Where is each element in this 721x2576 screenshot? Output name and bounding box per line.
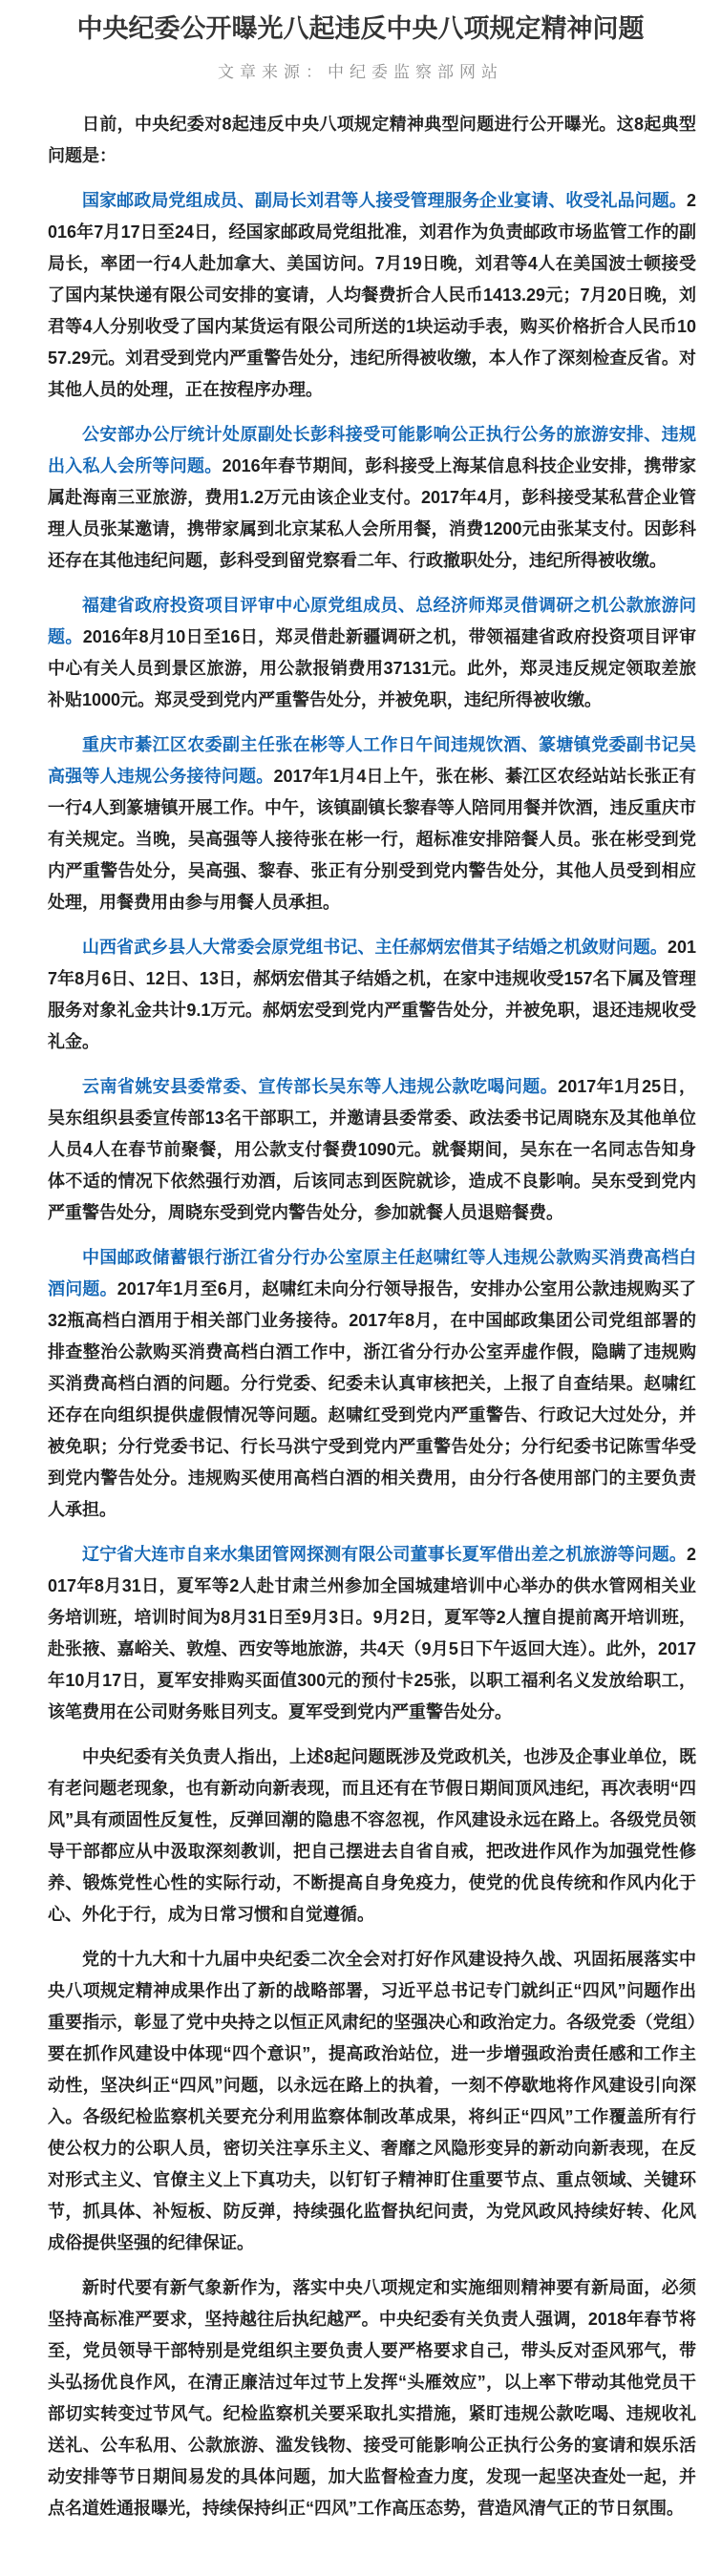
case-headline: 公安部办公厅统计处原副处长彭科接受可能影响公正执行公务的旅游安排、违规出入私人会所等问题。 — [48, 425, 696, 475]
case-headline: 中国邮政储蓄银行浙江省分行办公室原主任赵啸红等人违规公款购买消费高档白酒问题。 — [48, 1248, 696, 1299]
case-paragraph — [48, 1539, 696, 1728]
case-paragraph — [48, 1242, 696, 1526]
case-body: 2017年1月4日上午，张在彬、綦江区农经站站长张正有一行4人到篆塘镇开展工作。中午，该镇副镇长黎春等人陪同用餐并饮酒，违反重庆市有关规定。当晚，吴高强等人接待张在彬一行，超标准安排陪餐人员。张在彬受到党内严重警告处分，吴高强、黎春、张正有分别受到党内警告处分，其他人员受到相应处理，用餐费用由参与用餐人员承担。 — [48, 767, 697, 912]
case-body: 2017年8月31日，夏军等2人赴甘肃兰州参加全国城建培训中心举办的供水管网相关业务培训班，培训时间为8月31日至9月3日。9月2日，夏军等2人擅自提前离开培训班，赴张掖、嘉峪关、敦煌、西安等地旅游，共4天（9月5日下午返回大连）。此外，2017年10月17日，夏军安排购买面值300元的预付卡25张，以职工福利名义发放给职工，该笔费用在公司财务账目列支。夏军受到党内严重警告处分。 — [48, 1545, 696, 1721]
case-paragraph — [48, 185, 696, 406]
closing-paragraph: 新时代要有新气象新作为，落实中央八项规定和实施细则精神要有新局面，必须坚持高标准严要求，坚持越往后执纪越严。中央纪委有关负责人强调，2018年春节将至，党员领导干部特别是党组织主要负责人要严格要求自己，带头反对歪风邪气，带头弘扬优良作风，在清正廉洁过年过节上发挥“头雁效应”，以上率下带动其他党员干部切实转变过节风气。纪检监察机关要采取扎实措施，紧盯违规公款吃喝、违规收礼送礼、公车私用、公款旅游、滥发钱物、接受可能影响公正执行公务的宴请和娱乐活动安排等节日期间易发的具体问题，加大监督检查力度，发现一起坚决查处一起，并点名道姓通报曝光，持续保持纠正“四风”工作高压态势，营造风清气正的节日氛围。 — [48, 2278, 696, 2518]
closing-paragraph: 党的十九大和十九届中央纪委二次全会对打好作风建设持久战、巩固拓展落实中央八项规定精神成果作出了新的战略部署，习近平总书记专门就纠正“四风”问题作出重要指示，彰显了党中央持之以恒正风肃纪的坚强决心和政治定力。各级党委（党组）要在抓作风建设中体现“四个意识”，提高政治站位，进一步增强政治责任感和工作主动性，坚决纠正“四风”问题，以永远在路上的执着，一刻不停歇地将作风建设引向深入。各级纪检监察机关要充分利用监察体制改革成果，将纠正“四风”工作覆盖所有行使公权力的公职人员，密切关注享乐主义、奢靡之风隐形变异的新动向新表现，在反对形式主义、官僚主义上下真功夫，以钉钉子精神盯住重要节点、重点领域、关键环节，抓具体、补短板、防反弹，持续强化监督执纪问责，为党风政风持续好转、化风成俗提供坚强的纪律保证。 — [48, 1950, 696, 2252]
case-paragraph — [48, 932, 696, 1058]
case-paragraph — [48, 729, 696, 918]
intro-paragraph: 日前，中央纪委对8起违反中央八项规定精神典型问题进行公开曝光。这8起典型问题是： — [48, 115, 696, 165]
case-body: 2016年8月10日至16日，郑灵借赴新疆调研之机，带领福建省政府投资项目评审中心有关人员到景区旅游，用公款报销费用37131元。此外，郑灵违反规定领取差旅补贴1000元。郑灵受到党内严重警告处分，并被免职，违纪所得被收缴。 — [48, 627, 697, 709]
case-headline: 辽宁省大连市自来水集团管网探测有限公司董事长夏军借出差之机旅游等问题。 — [82, 1545, 687, 1564]
case-body: 2017年8月6日、12日、13日，郝炳宏借其子结婚之机，在家中违规收受157名下属及管理服务对象礼金共计9.1万元。郝炳宏受到党内严重警告处分，并被免职，退还违规收受礼金。 — [48, 938, 696, 1051]
case-body: 2016年春节期间，彭科接受上海某信息科技企业安排，携带家属赴海南三亚旅游，费用1.2万元由该企业支付。2017年4月，彭科接受某私营企业管理人员张某邀请，携带家属到北京某私人会所用餐，消费1200元由张某支付。因彭科还存在其他违纪问题，彭科受到留党察看二年、行政撤职处分，违纪所得被收缴。 — [48, 456, 696, 570]
closing-paragraph: 中央纪委有关负责人指出，上述8起问题既涉及党政机关，也涉及企事业单位，既有老问题老现象，也有新动向新表现，而且还有在节假日期间顶风违纪，再次表明“四风”具有顽固性反复性，反弹回潮的隐患不容忽视，作风建设永远在路上。各级党员领导干部都应从中汲取深刻教训，把自己摆进去自省自戒，把改进作风作为加强党性修养、锻炼党性心性的实际行动，不断提高自身免疫力，使党的优良传统和作风内化于心、外化于行，成为日常习惯和自觉遵循。 — [48, 1747, 696, 1924]
case-headline: 云南省姚安县委常委、宣传部长吴东等人违规公款吃喝问题。 — [82, 1077, 559, 1096]
case-paragraph — [48, 590, 696, 716]
article-source: 文章来源：中纪委监察部网站 — [218, 63, 503, 81]
case-headline: 山西省武乡县人大常委会原党组书记、主任郝炳宏借其子结婚之机敛财问题。 — [82, 938, 668, 957]
case-body: 2017年1月至6月，赵啸红未向分行领导报告，安排办公室用公款违规购买了32瓶高档白酒用于相关部门业务接待。2017年8月，在中国邮政集团公司党组部署的排查整治公款购买消费高档白酒工作中，浙江省分行办公室弄虚作假，隐瞒了违规购买消费高档白酒的问题。分行党委、纪委未认真审核把关，上报了自查结果。赵啸红还存在向组织提供虚假情况等问题。赵啸红受到党内严重警告、行政记大过处分，并被免职；分行党委书记、行长马洪宁受到党内严重警告处分；分行纪委书记陈雪华受到党内警告处分。违规购买使用高档白酒的相关费用，由分行各使用部门的主要负责人承担。 — [48, 1279, 697, 1519]
case-body: 2017年1月25日，吴东组织县委宣传部13名干部职工，并邀请县委常委、政法委书记周晓东及其他单位人员4人在春节前聚餐，用公款支付餐费1090元。就餐期间，吴东在一名同志告知身体不适的情况下依然强行劝酒，后该同志到医院就诊，造成不良影响。吴东受到党内严重警告处分，周晓东受到党内警告处分，参加就餐人员退赔餐费。 — [48, 1077, 697, 1222]
case-paragraph — [48, 1071, 696, 1229]
page-title: 中央纪委公开曝光八起违反中央八项规定精神问题 — [76, 14, 645, 43]
case-paragraph — [48, 419, 696, 577]
case-headline: 重庆市綦江区农委副主任张在彬等人工作日午间违规饮酒、篆塘镇党委副书记吴高强等人违规公务接待问题。 — [48, 735, 696, 786]
article-content — [0, 109, 721, 2524]
case-headline: 国家邮政局党组成员、副局长刘君等人接受管理服务企业宴请、收受礼品问题。 — [82, 191, 687, 210]
case-headline: 福建省政府投资项目评审中心原党组成员、总经济师郑灵借调研之机公款旅游问题。 — [48, 596, 696, 646]
case-body: 2016年7月17日至24日，经国家邮政局党组批准，刘君作为负责邮政市场监管工作的副局长，率团一行4人赴加拿大、美国访问。7月19日晚，刘君等4人在美国波士顿接受了国内某快递有限公司安排的宴请，人均餐费折合人民币1413.29元；7月20日晚，刘君等4人分别收受了国内某货运有限公司所送的1块运动手表，购买价格折合人民币1057.29元。刘君受到党内严重警告处分，违纪所得被收缴，本人作了深刻检查反省。对其他人员的处理，正在按程序办理。 — [48, 191, 696, 399]
